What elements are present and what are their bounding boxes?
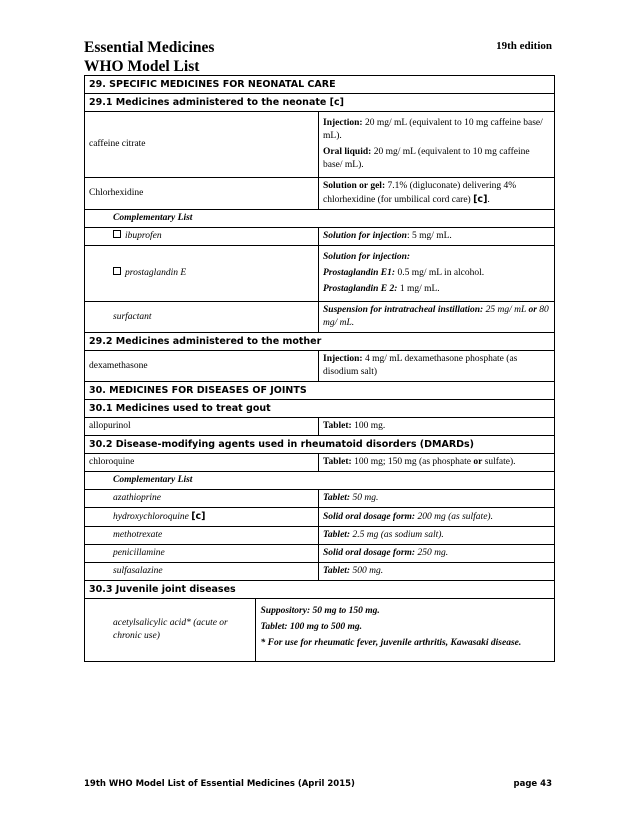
- table-row: [85, 112, 555, 178]
- subsection-30-2-title: 30.2 Disease-modifying agents used in rheumatoid disorders (DMARDs): [85, 436, 555, 454]
- juvenile-subtable: [85, 599, 554, 661]
- table-row: [85, 228, 555, 246]
- section-29-title: 29. SPECIFIC MEDICINES FOR NEONATAL CARE: [85, 76, 555, 94]
- table-row: [85, 545, 555, 563]
- header-title-line1: Essential Medicines: [84, 39, 215, 56]
- medicine-name-sulfasalazine: sulfasalazine: [85, 563, 319, 581]
- children-tag: [c]: [473, 194, 488, 205]
- table-row: [85, 454, 555, 472]
- medicine-name-penicillamine: penicillamine: [85, 545, 319, 563]
- formulation-azathioprine: Tablet: 50 mg.: [319, 490, 555, 508]
- medicine-name-surfactant: surfactant: [85, 302, 319, 333]
- complementary-list-label: Complementary List: [85, 210, 555, 228]
- medicine-name-methotrexate: methotrexate: [85, 527, 319, 545]
- complementary-list-label: Complementary List: [85, 472, 555, 490]
- formulation-penicillamine: Solid oral dosage form: 250 mg.: [319, 545, 555, 563]
- medicine-name-chloroquine: chloroquine: [85, 454, 319, 472]
- subsection-row: [85, 400, 555, 418]
- medicine-name-azathioprine: azathioprine: [85, 490, 319, 508]
- subsection-row: [85, 581, 555, 599]
- table-row: [85, 302, 555, 333]
- subsection-row: [85, 94, 555, 112]
- medicine-name-hydroxychloroquine: hydroxychloroquine [c]: [85, 508, 319, 527]
- medicine-name-acetylsalicylic: acetylsalicylic acid* (acute or chronic use): [85, 599, 255, 661]
- table-row: [85, 563, 555, 581]
- formulation-prostaglandin: Solution for injection: Prostaglandin E1: 0.5 mg/ mL in alcohol. Prostaglandin E 2: 1 mg/ mL.: [319, 246, 555, 302]
- formulation-hydroxychloroquine: Solid oral dosage form: 200 mg (as sulfate).: [319, 508, 555, 527]
- footer-title: 19th WHO Model List of Essential Medicines (April 2015): [84, 779, 355, 789]
- subsection-30-1-title: 30.1 Medicines used to treat gout: [85, 400, 555, 418]
- table-row: [85, 418, 555, 436]
- table-row: [85, 527, 555, 545]
- formulation-sulfasalazine: Tablet: 500 mg.: [319, 563, 555, 581]
- medicine-name-chlorhexidine: Chlorhexidine: [85, 178, 319, 210]
- formulation-chloroquine: Tablet: 100 mg; 150 mg (as phosphate or sulfate).: [319, 454, 555, 472]
- subsection-29-1-title: 29.1 Medicines administered to the neonate [c]: [85, 94, 555, 112]
- section-30-title: 30. MEDICINES FOR DISEASES OF JOINTS: [85, 382, 555, 400]
- square-box-icon: [113, 267, 121, 275]
- header-edition: 19th edition: [496, 40, 552, 52]
- document-header-title: [84, 38, 214, 76]
- formulation-ibuprofen: Solution for injection: 5 mg/ mL.: [319, 228, 555, 246]
- medicine-name-ibuprofen: ibuprofen: [85, 228, 319, 246]
- formulation-allopurinol: Tablet: 100 mg.: [319, 418, 555, 436]
- subsection-row: [85, 436, 555, 454]
- section-row: [85, 76, 555, 94]
- table-row: [85, 210, 555, 228]
- subsection-row: [85, 333, 555, 351]
- children-tag: [c]: [191, 511, 206, 522]
- square-box-icon: [113, 230, 121, 238]
- table-row: [85, 508, 555, 527]
- table-row: [85, 178, 555, 210]
- medicine-name-dexamethasone: dexamethasone: [85, 351, 319, 382]
- footer-page-number: page 43: [513, 779, 552, 789]
- formulation-caffeine: Injection: 20 mg/ mL (equivalent to 10 mg caffeine base/ mL). Oral liquid: 20 mg/ mL (equivalent to 10 mg caffeine base/ mL).: [319, 112, 555, 178]
- medicine-name-allopurinol: allopurinol: [85, 418, 319, 436]
- section-row: [85, 382, 555, 400]
- formulation-surfactant: Suspension for intratracheal instillation: 25 mg/ mL or 80 mg/ mL.: [319, 302, 555, 333]
- formulation-chlorhexidine: Solution or gel: 7.1% (digluconate) delivering 4% chlorhexidine (for umbilical cord care) [c].: [319, 178, 555, 210]
- formulation-dexamethasone: Injection: 4 mg/ mL dexamethasone phosphate (as disodium salt): [319, 351, 555, 382]
- formulation-methotrexate: Tablet: 2.5 mg (as sodium salt).: [319, 527, 555, 545]
- table-row: [85, 472, 555, 490]
- table-row: [85, 246, 555, 302]
- medicines-table: [84, 75, 555, 662]
- medicine-name-caffeine: caffeine citrate: [85, 112, 319, 178]
- header-title-line2: WHO Model List: [84, 58, 200, 75]
- subsection-29-2-title: 29.2 Medicines administered to the mother: [85, 333, 555, 351]
- subsection-30-3-title: 30.3 Juvenile joint diseases: [85, 581, 555, 599]
- medicine-name-prostaglandin: prostaglandin E: [85, 246, 319, 302]
- formulation-acetylsalicylic: Suppository: 50 mg to 150 mg. Tablet: 100 mg to 500 mg. * For use for rheumatic fever, juvenile arthritis, Kawasaki disease.: [260, 606, 522, 648]
- table-row: [85, 599, 555, 662]
- table-row: [85, 490, 555, 508]
- table-row: [85, 351, 555, 382]
